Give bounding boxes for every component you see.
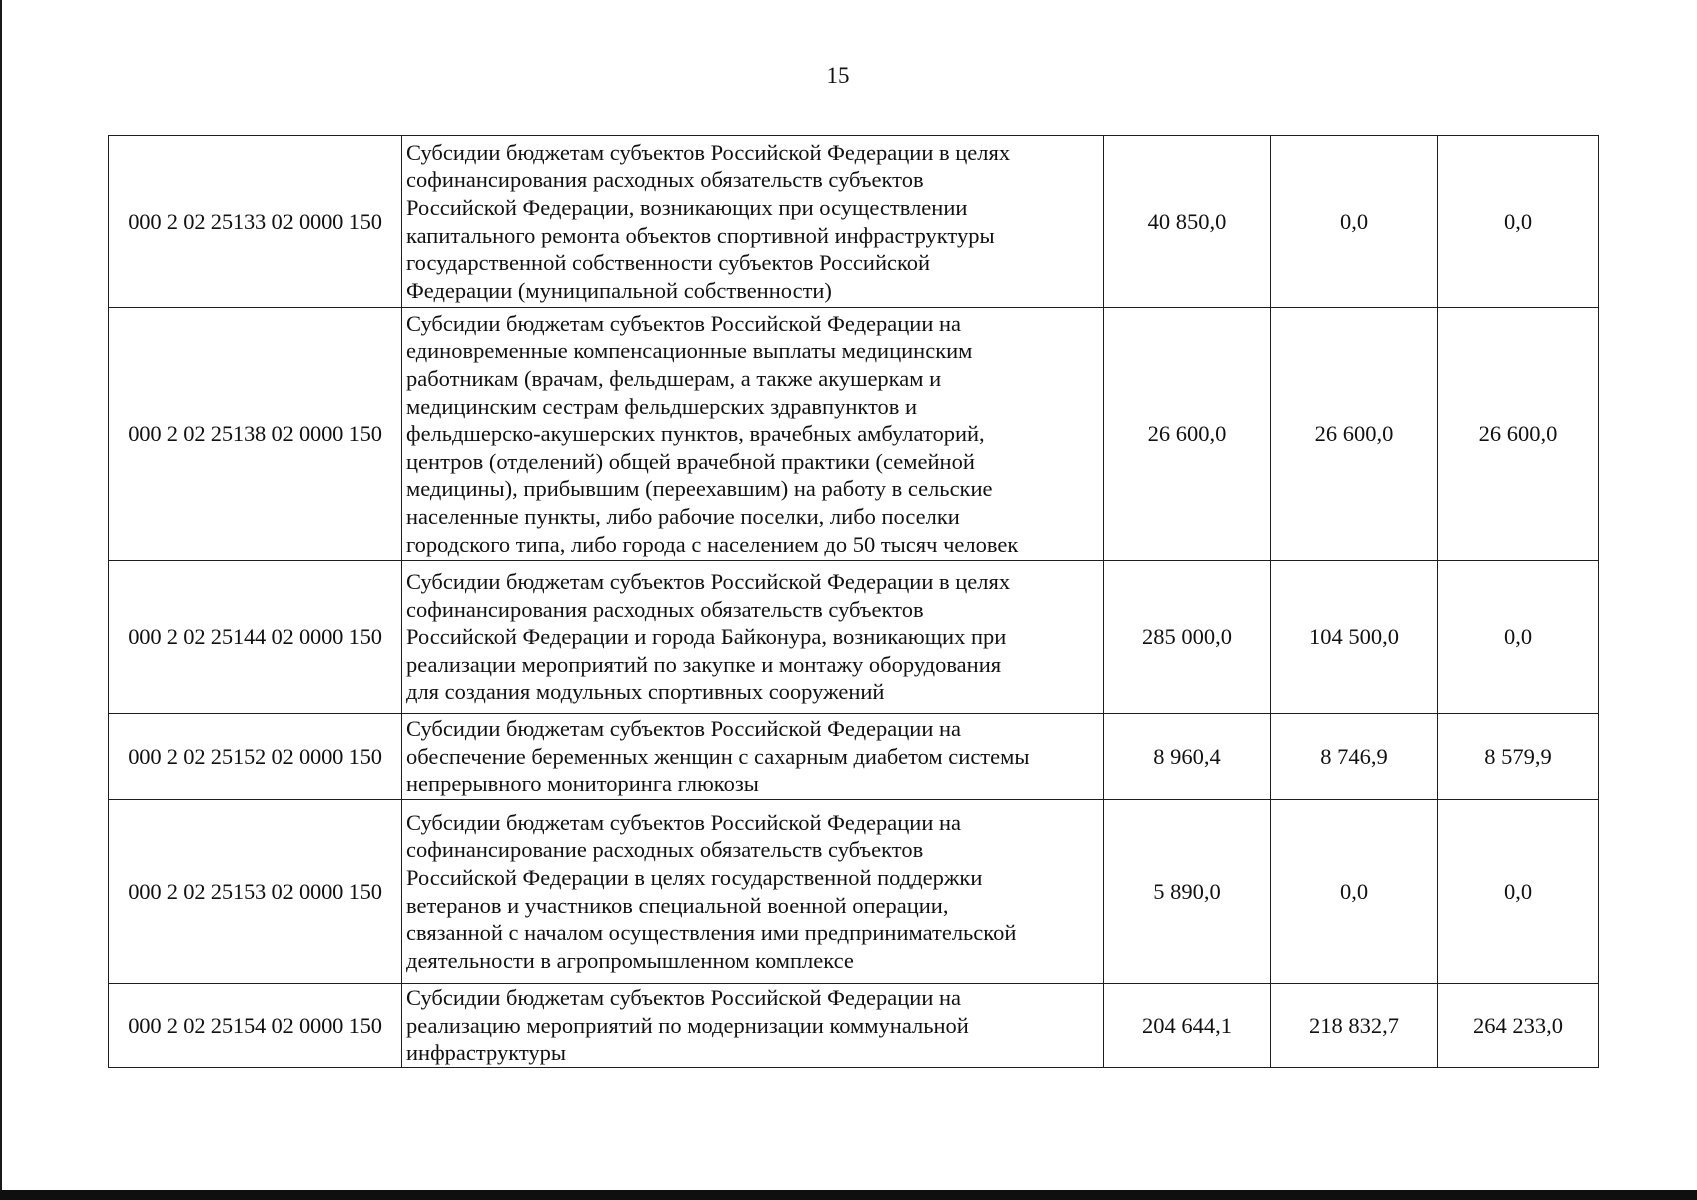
table-row xyxy=(109,561,1599,714)
amount-cell-3: 8 579,9 xyxy=(1438,714,1599,800)
amount-cell-1: 8 960,4 xyxy=(1104,714,1271,800)
amount-cell-2: 0,0 xyxy=(1271,136,1438,308)
description-line: фельдшерско-акушерских пунктов, врачебных амбулаторий, xyxy=(406,421,985,447)
description-line: Российской Федерации и города Байконура, возникающих при xyxy=(406,624,1007,650)
description-cell xyxy=(402,714,1104,800)
description-line: государственной собственности субъектов Российской xyxy=(406,250,931,276)
description-line: единовременные компенсационные выплаты медицинским xyxy=(406,338,973,364)
description-line: софинансирования расходных обязательств субъектов xyxy=(406,167,924,193)
budget-code-cell: 000 2 02 25153 02 0000 150 xyxy=(109,800,402,984)
amount-cell-3: 0,0 xyxy=(1438,800,1599,984)
amount-cell-3: 26 600,0 xyxy=(1438,308,1599,561)
description-line: Субсидии бюджетам субъектов Российской Федерации на xyxy=(406,310,962,336)
description-line: софинансирование расходных обязательств субъектов xyxy=(406,837,924,863)
amount-cell-3: 0,0 xyxy=(1438,561,1599,714)
description-line: Субсидии бюджетам субъектов Российской Федерации в целях xyxy=(406,139,1011,165)
description-line: реализации мероприятий по закупке и монтажу оборудования xyxy=(406,651,1002,677)
budget-table-body xyxy=(109,136,1599,1068)
amount-cell-1: 5 890,0 xyxy=(1104,800,1271,984)
budget-code-cell: 000 2 02 25138 02 0000 150 xyxy=(109,308,402,561)
budget-code-cell: 000 2 02 25154 02 0000 150 xyxy=(109,984,402,1068)
amount-cell-1: 26 600,0 xyxy=(1104,308,1271,561)
description-line: для создания модульных спортивных сооружений xyxy=(406,679,885,705)
description-cell xyxy=(402,136,1104,308)
description-cell xyxy=(402,984,1104,1068)
description-line: Федерации (муниципальной собственности) xyxy=(406,277,832,303)
amount-cell-2: 218 832,7 xyxy=(1271,984,1438,1068)
description-line: медицинским сестрам фельдшерских здравпунктов и xyxy=(406,393,918,419)
description-line: Российской Федерации в целях государственной поддержки xyxy=(406,864,983,890)
description-line: софинансирования расходных обязательств субъектов xyxy=(406,596,924,622)
description-line: работникам (врачам, фельдшерам, а также акушеркам и xyxy=(406,366,942,392)
description-line: Субсидии бюджетам субъектов Российской Федерации на xyxy=(406,809,962,835)
description-line: капитального ремонта объектов спортивной инфраструктуры xyxy=(406,222,995,248)
page-number: 15 xyxy=(826,63,850,88)
description-line: непрерывного мониторинга глюкозы xyxy=(406,771,759,797)
table-row xyxy=(109,714,1599,800)
scan-left-edge xyxy=(0,0,2,1200)
amount-cell-2: 0,0 xyxy=(1271,800,1438,984)
amount-cell-3: 0,0 xyxy=(1438,136,1599,308)
description-line: Субсидии бюджетам субъектов Российской Федерации на xyxy=(406,716,962,742)
description-line: Субсидии бюджетам субъектов Российской Федерации на xyxy=(406,985,962,1011)
amount-cell-1: 40 850,0 xyxy=(1104,136,1271,308)
description-cell xyxy=(402,308,1104,561)
description-cell xyxy=(402,561,1104,714)
description-line: связанной с началом осуществления ими предпринимательской xyxy=(406,920,1017,946)
description-line: ветеранов и участников специальной военной операции, xyxy=(406,892,949,918)
description-line: инфраструктуры xyxy=(406,1040,566,1066)
description-line: Субсидии бюджетам субъектов Российской Федерации в целях xyxy=(406,569,1011,595)
budget-code-cell: 000 2 02 25144 02 0000 150 xyxy=(109,561,402,714)
table-row xyxy=(109,136,1599,308)
description-line: Российской Федерации, возникающих при осуществлении xyxy=(406,194,968,220)
description-line: обеспечение беременных женщин с сахарным диабетом системы xyxy=(406,743,1030,769)
description-line: медицины), прибывшим (переехавшим) на работу в сельские xyxy=(406,476,993,502)
description-line: населенные пункты, либо рабочие поселки, либо поселки xyxy=(406,503,960,529)
budget-code-cell: 000 2 02 25133 02 0000 150 xyxy=(109,136,402,308)
amount-cell-2: 104 500,0 xyxy=(1271,561,1438,714)
table-row xyxy=(109,984,1599,1068)
table-row xyxy=(109,308,1599,561)
budget-code-cell: 000 2 02 25152 02 0000 150 xyxy=(109,714,402,800)
scan-bottom-edge xyxy=(0,1190,1697,1200)
description-line: реализацию мероприятий по модернизации коммунальной xyxy=(406,1012,969,1038)
description-line: городского типа, либо города с населением до 50 тысяч человек xyxy=(406,531,1019,557)
description-line: деятельности в агропромышленном комплексе xyxy=(406,947,854,973)
table-row xyxy=(109,800,1599,984)
amount-cell-2: 8 746,9 xyxy=(1271,714,1438,800)
amount-cell-3: 264 233,0 xyxy=(1438,984,1599,1068)
amount-cell-1: 204 644,1 xyxy=(1104,984,1271,1068)
description-cell xyxy=(402,800,1104,984)
amount-cell-2: 26 600,0 xyxy=(1271,308,1438,561)
budget-table xyxy=(108,135,1599,1068)
description-line: центров (отделений) общей врачебной практики (семейной xyxy=(406,448,975,474)
amount-cell-1: 285 000,0 xyxy=(1104,561,1271,714)
